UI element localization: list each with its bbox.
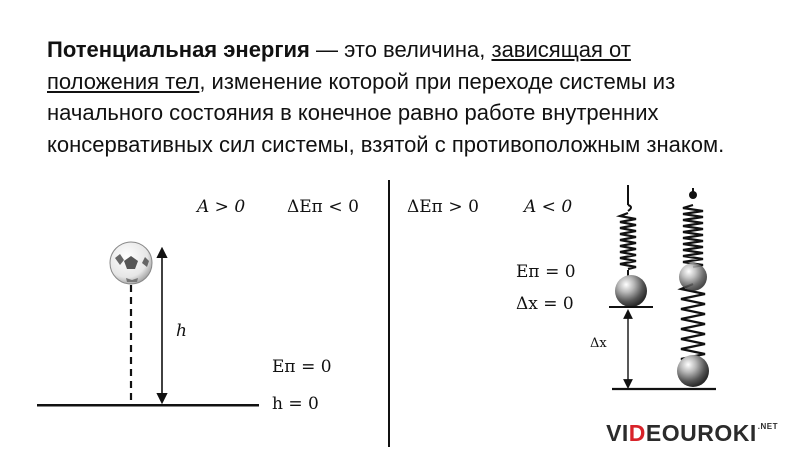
definition-term: Потенциальная энергия	[47, 37, 310, 62]
definition-part2: , изменение которой при переходе системы из начального состояния в конечное равно работе внутренних консервативных сил системы, взятой с противоположным знаком.	[47, 68, 725, 157]
definition-underlined: зависящая от положения тел	[47, 37, 631, 94]
displacement-label: Δx	[590, 336, 607, 351]
definition-part1: — это величина,	[309, 37, 492, 62]
final-energy-label: Eп = 0	[272, 357, 332, 377]
steel-ball-top	[615, 275, 647, 307]
videouroki-logo: $VIDEOUROKI^{.NET}$	[606, 420, 778, 446]
spring-short	[620, 185, 636, 276]
steel-ball-bottom	[677, 355, 709, 387]
initial-energy-label: Eп = 0	[516, 262, 576, 282]
left-work-condition: A > 0	[197, 197, 246, 217]
height-label: h	[176, 321, 187, 341]
left-ground-line	[37, 404, 259, 407]
initial-displacement-label: Δx = 0	[516, 294, 574, 314]
right-work-condition: A < 0	[524, 197, 573, 217]
panel-divider	[388, 180, 390, 447]
steel-ball-ghost	[679, 263, 707, 291]
left-energy-condition: ΔEп < 0	[287, 197, 359, 217]
soccer-ball-icon	[110, 242, 152, 284]
right-energy-condition: ΔEп > 0	[407, 197, 479, 217]
final-height-label: h = 0	[272, 394, 319, 414]
